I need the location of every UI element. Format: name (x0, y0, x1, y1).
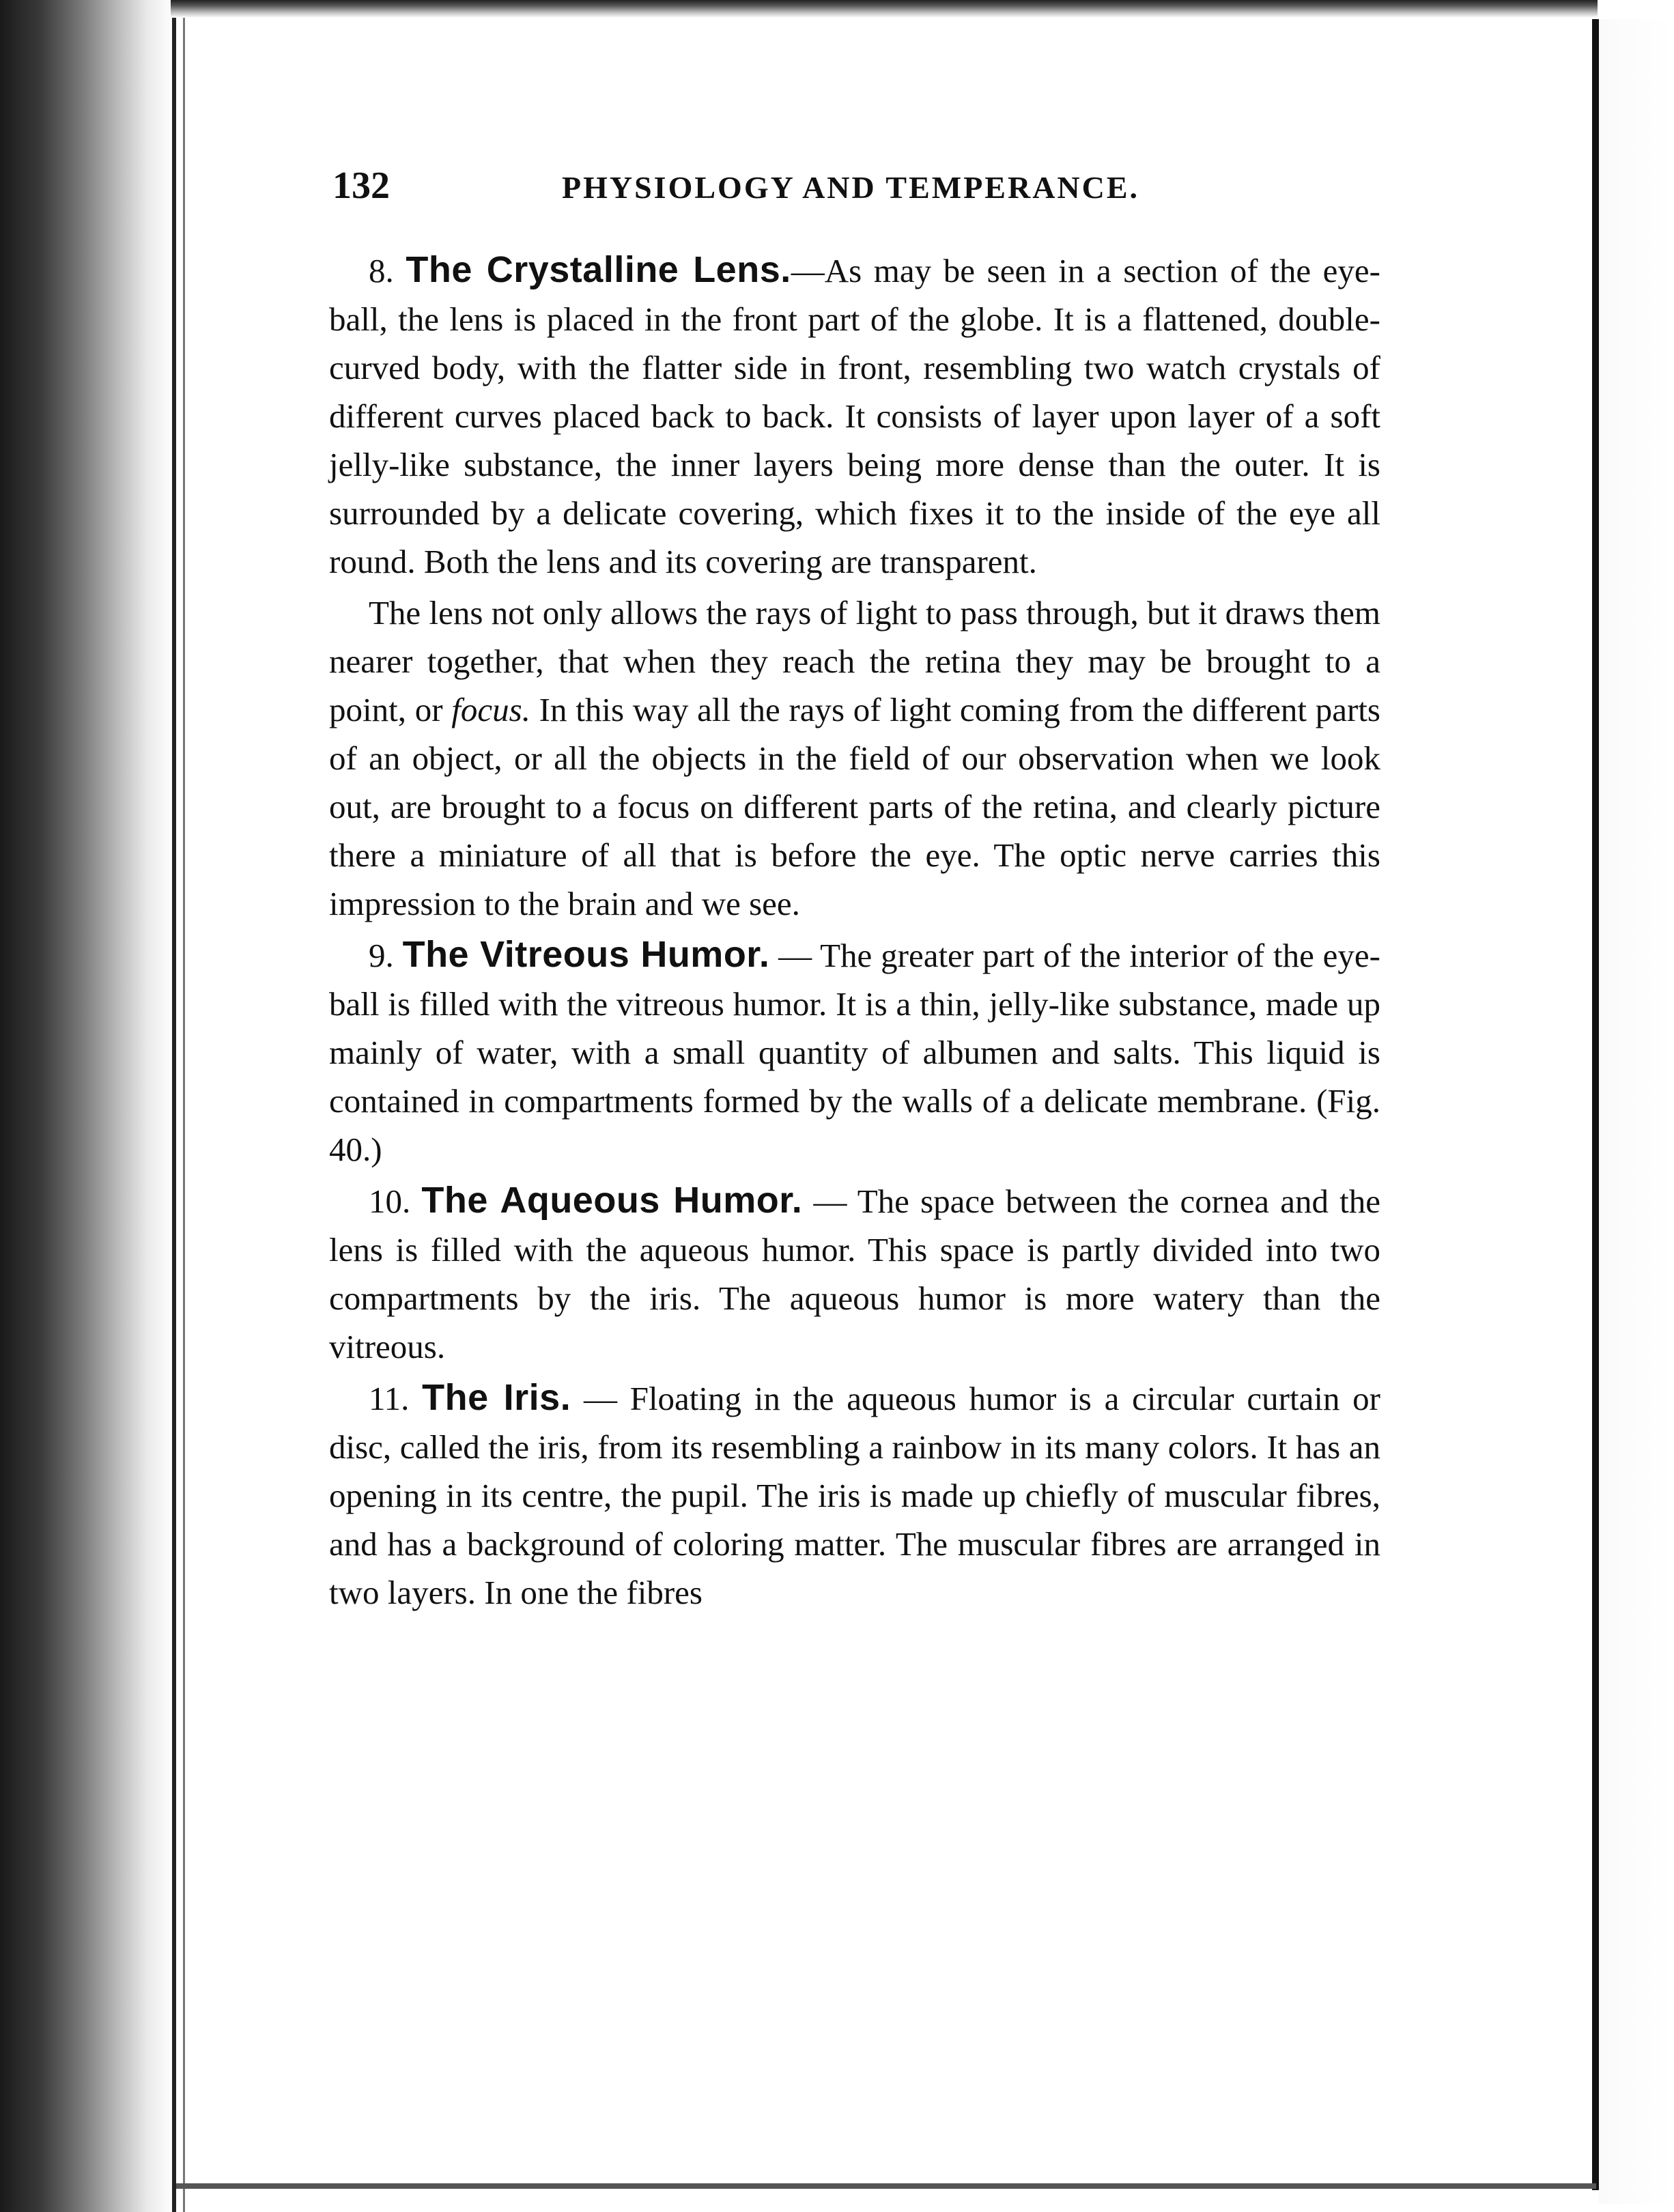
page-number: 132 (332, 165, 390, 207)
section-dash: — (802, 1182, 857, 1220)
lens-focus-text-start: The lens not only allows the rays of light to pass through, but it draws them nearer together, that when they reach the retina they may be brought to a point, or (329, 594, 1380, 728)
focus-italic-term: focus. (451, 691, 530, 728)
section-title: The Crystalline Lens. (406, 249, 791, 290)
page-bottom-edge (176, 2183, 1596, 2189)
page-gutter-line (172, 0, 176, 2212)
lens-focus-text-end: In this way all the rays of light coming from the different parts of an object, or all the objects in the field of our observation when we look out, are brought to a focus on different parts of the retina, and clearly picture there a miniature of all that is before the eye. The optic nerve carries this impression to the brain and we see. (329, 691, 1380, 922)
section-title: The Vitreous Humor. (402, 934, 770, 975)
section-title: The Aqueous Humor. (421, 1180, 803, 1221)
section-number: 8. (369, 252, 394, 289)
section-dash: — (769, 937, 821, 974)
page-right-edge (1592, 19, 1599, 2190)
section-paragraph: The space between the cornea and the lens is filled with the aqueous humor. This space is partly divided into two compartments by the iris. The aqueous humor is more watery than the vitreous. (329, 1182, 1380, 1365)
section-aqueous-humor (329, 1176, 1380, 1371)
section-paragraph: As may be seen in a section of the eye-ball, the lens is placed in the front part of the globe. It is a flattened, double-curved body, with the flatter side in front, resembling two watch crystals of different curves placed back to back. It consists of layer upon layer of a soft jelly-like substance, the inner layers being more dense than the outer. It is surrounded by a delicate covering, which fixes it to the inside of the eye all round. Both the lens and its covering are transparent. (329, 252, 1380, 580)
page-body (329, 246, 1380, 1617)
section-paragraph: The greater part of the interior of the eye-ball is filled with the vitreous humor. It is a thin, jelly-like substance, made up mainly of water, with a small quantity of albumen and salts. This liquid is contained in compartments formed by the walls of a delicate membrane. (Fig. 40.) (329, 937, 1380, 1168)
lens-focus-paragraph (329, 589, 1380, 928)
section-dash: — (791, 252, 825, 289)
page-gutter-line-inner (183, 0, 185, 2212)
section-iris (329, 1374, 1380, 1617)
section-paragraph: Floating in the aqueous humor is a circular curtain or disc, called the iris, from its resembling a rainbow in its many colors. It has an opening in its centre, the pupil. The iris is made up chiefly of muscular fibres, and has a background of coloring matter. The muscular fibres are arranged in two layers. In one the fibres (329, 1380, 1380, 1611)
section-vitreous-humor (329, 931, 1380, 1174)
section-title: The Iris. (422, 1377, 571, 1418)
section-dash: — (571, 1380, 630, 1417)
running-head: PHYSIOLOGY AND TEMPERANCE. (562, 170, 1140, 205)
page-top-edge (171, 0, 1598, 18)
page-header (332, 164, 1384, 218)
section-number: 9. (369, 937, 394, 974)
section-number: 11. (369, 1380, 410, 1417)
next-page-margin (1599, 19, 1674, 2204)
section-crystalline-lens (329, 246, 1380, 586)
section-number: 10. (369, 1182, 411, 1220)
book-binding-shadow (0, 0, 174, 2212)
